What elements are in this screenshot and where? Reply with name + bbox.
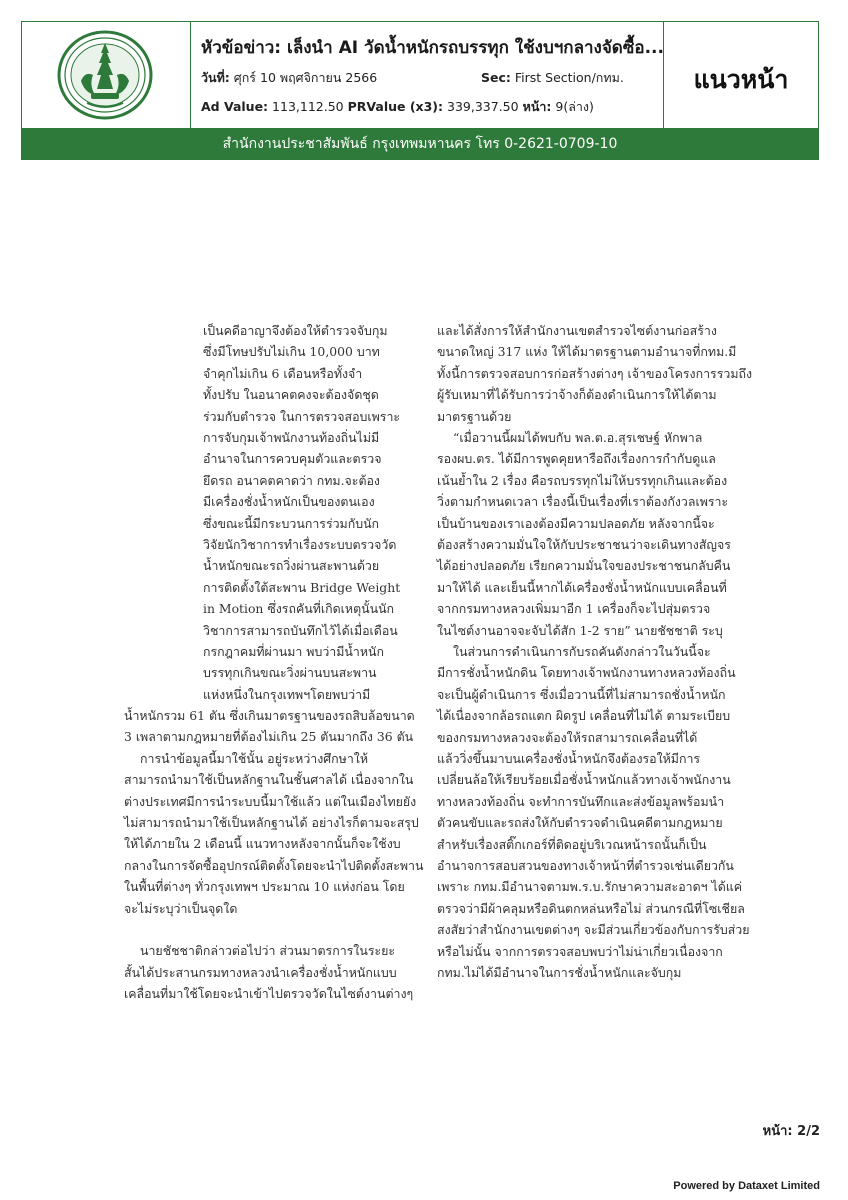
info-cell [191, 22, 664, 129]
publication-title: แนวหน้า [693, 65, 789, 94]
section-label: Sec: [481, 70, 511, 85]
headline-row [201, 34, 664, 61]
pr-value-label: PRValue (x3): [347, 99, 444, 114]
article-line: “เมื่อวานนี้ผมได้พบกับ พล.ต.อ.สุรเชษฐ์ หักพาล [453, 430, 703, 445]
page-value: 9(ล่าง) [555, 99, 594, 114]
headline-text: เล็งนำ AI วัดน้ำหนักรถบรรทุก ใช้งบฯกลางจัดซื้อ... [287, 38, 664, 58]
article-line: ผู้รับเหมาที่ได้รับการว่าจ้างก็ต้องดำเนินการให้ได้ตาม [437, 387, 717, 403]
article-line: ร่วมกับตำรวจ ในการตรวจสอบเพราะ [203, 408, 401, 424]
article-line: ต้องสร้างความมั่นใจให้กับประชาชนว่าจะเดินทางสัญจร [437, 537, 731, 552]
article-line: แห่งหนึ่งในกรุงเทพฯโดยพบว่ามี [203, 686, 371, 702]
article-line: ในพื้นที่ต่างๆ ทั่วกรุงเทพฯ ประมาณ 10 แห่งก่อน โดย [124, 879, 405, 895]
article-line: การติดตั้งใต้สะพาน Bridge Weight [203, 579, 401, 595]
article-line: น้ำหนักขณะรถวิ่งผ่านสะพานด้วย [203, 558, 380, 574]
section-value: First Section/กทม. [514, 70, 624, 85]
article-line: วิชาการสามารถบันทึกไว้ได้เมื่อเดือน [203, 622, 398, 638]
article-line: มาให้ได้ และเย็นนี้หากได้เครื่องชั่งน้ำหนักแบบเคลื่อนที่ [437, 579, 727, 595]
article-line: เพราะ กทม.มีอำนาจตามพ.ร.บ.รักษาความสะอาดฯ ได้แค่ [437, 879, 743, 895]
article-line: ให้ได้ภายใน 2 เดือนนี้ แนวทางหลังจากนั้นก็จะใช้งบ [124, 836, 401, 852]
article-line: ทั้งนี้การตรวจสอบการก่อสร้างต่างๆ เจ้าของโครงการรวมถึง [437, 365, 753, 381]
article-line: ยึดรถ อนาคตคาดว่า กทม.จะต้อง [203, 472, 380, 488]
article-line: สำหรับเรื่องสติ๊กเกอร์ที่ติดอยู่บริเวณหน้ารถนั้นก็เป็น [437, 836, 707, 852]
article-line: ตัวคนขับและรถส่งให้กับตำรวจดำเนินคดีตามกฎหมาย [437, 815, 723, 831]
article-line: บรรทุกเกินขณะวิ่งผ่านบนสะพาน [203, 665, 377, 681]
article-line: กรกฎาคมที่ผ่านมา พบว่ามีน้ำหนัก [203, 644, 384, 659]
article-line: น้ำหนักรวม 61 ตัน ซึ่งเกินมาตรฐานของรถสิบล้อขนาด [124, 708, 415, 723]
article-line: ขนาดใหญ่ 317 แห่ง ให้ได้มาตรฐานตามอำนาจที่กทม.มี [437, 344, 737, 360]
powered-by: Powered by Dataxet Limited [673, 1180, 820, 1192]
article-line: และได้สั่งการให้สำนักงานเขตสำรวจไซต์งานก่อสร้าง [437, 323, 717, 338]
article-line: ทางหลวงท้องถิ่น จะทำการบันทึกและส่งข้อมูลพร้อมนำ [437, 793, 725, 809]
article-line: มาตรฐานด้วย [437, 408, 512, 424]
article-line: จะเป็นผู้ดำเนินการ ซึ่งเมื่อวานนี้ที่ไม่สามารถชั่งน้ำหนัก [437, 686, 726, 702]
article-line: รองผบ.ตร. ได้มีการพูดคุยหารือถึงเรื่องการกำกับดูแล [437, 451, 716, 467]
article-line: เป็นคดีอาญาจึงต้องให้ตำรวจจับกุม [203, 323, 388, 338]
article-line: ในไซต์งานอาจจะจับได้สัก 1-2 ราย” นายชัชชาติ ระบุ [437, 622, 723, 638]
article-line: แล้ววิ่งขึ้นมาบนเครื่องชั่งน้ำหนักจึงต้องรอให้มีการ [437, 751, 701, 766]
article-line: อำนาจในการควบคุมตัวและตรวจ [203, 451, 382, 467]
article-line: in Motion ซึ่งรถคันที่เกิดเหตุนั้นนัก [203, 601, 395, 617]
article-line: ได้เนื่องจากล้อรถแตก ผิดรูป เคลื่อนที่ไม่ได้ ตามระเบียบ [437, 708, 731, 724]
publication-cell [664, 22, 818, 129]
date-row [201, 68, 377, 88]
article-line: กทม.ไม่ได้มีอำนาจในการชั่งน้ำหนักและจับกุม [437, 965, 682, 980]
article-line: การจับกุมเจ้าพนักงานท้องถิ่นไม่มี [203, 430, 380, 445]
article-line: สงสัยว่าสำนักงานเขตต่างๆ จะมีส่วนเกี่ยวข้องกับการรับส่วย [437, 922, 750, 938]
section-row [481, 68, 624, 88]
clipping-header [21, 21, 819, 131]
article-line: กลางในการจัดซื้ออุปกรณ์ติดตั้งโดยจะนำไปติดตั้งสะพาน [124, 857, 424, 873]
article-line: ตรวจว่ามีผ้าคลุมหรือดินตกหล่นหรือไม่ ส่วนกรณีที่โซเชียล [437, 900, 745, 916]
article-line: วิ่งตามกำหนดเวลา เรื่องนี้เป็นเรื่องที่เราต้องกังวลเพราะ [437, 494, 729, 510]
article-line: จำคุกไม่เกิน 6 เดือนหรือทั้งจำ [203, 365, 363, 381]
article-line: ซึ่งขณะนี้มีกระบวนการร่วมกับนัก [203, 515, 380, 531]
article-line: จากกรมทางหลวงเพิ่มมาอีก 1 เครื่องก็จะไปสุ่มตรวจ [437, 601, 711, 617]
office-bar: สำนักงานประชาสัมพันธ์ กรุงเทพมหานคร โทร 0-2621-0709-10 [21, 128, 819, 160]
article-line: เน้นย้ำใน 2 เรื่อง คือรถบรรทุกไม่ให้บรรทุกเกินและต้อง [437, 472, 728, 488]
headline-label: หัวข้อข่าว: [201, 38, 282, 58]
article-line: จะไม่ระบุว่าเป็นจุดใด [124, 900, 238, 916]
article-line: ของกรมทางหลวงจะต้องให้รถสามารถเคลื่อนที่ได้ [437, 729, 698, 745]
article-line: ต่างประเทศมีการนำระบบนี้มาใช้แล้ว แต่ในเมืองไทยยัง [124, 793, 417, 809]
article-line: มีเครื่องชั่งน้ำหนักเป็นของตนเอง [203, 494, 375, 510]
value-row [201, 97, 594, 117]
article-line: ทั้งปรับ ในอนาคตคงจะต้องจัดชุด [203, 387, 379, 403]
article-line: นายชัชชาติกล่าวต่อไปว่า ส่วนมาตรการในระยะ [140, 943, 396, 959]
article-line: หรือไม่นั้น จากการตรวจสอบพบว่าไม่น่าเกี่ยวเนื่องจาก [437, 943, 723, 959]
article-line: การนำข้อมูลนี้มาใช้นั้น อยู่ระหว่างศึกษาให้ [140, 750, 369, 766]
date-value: ศุกร์ 10 พฤศจิกายน 2566 [233, 70, 378, 85]
article-line: ในส่วนการดำเนินการกับรถคันดังกล่าวในวันนี้จะ [453, 644, 711, 659]
date-label: วันที่: [201, 70, 230, 85]
ad-value: 113,112.50 [272, 99, 344, 114]
ad-value-label: Ad Value: [201, 99, 269, 114]
article-line: ซึ่งมีโทษปรับไม่เกิน 10,000 บาท [203, 344, 380, 360]
page-number: หน้า: 2/2 [762, 1124, 820, 1139]
article-line: ได้อย่างปลอดภัย เรียกความมั่นใจของประชาชนกลับคืน [437, 558, 731, 574]
logo-cell [22, 22, 191, 129]
article-line: 3 เพลาตามกฎหมายที่ต้องไม่เกิน 25 ตันมากถึง 36 ตัน [124, 729, 414, 745]
pr-value: 339,337.50 [447, 99, 519, 114]
bangkok-seal-logo [55, 29, 155, 121]
article-line: สามารถนำมาใช้เป็นหลักฐานในชั้นศาลได้ เนื่องจากใน [124, 772, 414, 788]
article-line: สั้นได้ประสานกรมทางหลวงนำเครื่องชั่งน้ำหนักแบบ [124, 964, 397, 980]
article-line: วิจัยนักวิชาการทำเรื่องระบบตรวจวัด [203, 537, 397, 552]
article-line: ไม่สามารถนำมาใช้เป็นหลักฐานได้ อย่างไรก็ตามจะสรุป [124, 815, 419, 830]
article-line: อำนาจการสอบสวนของทางเจ้าหน้าที่ตำรวจเช่นเดียวกัน [437, 858, 734, 873]
article-line: มีการชั่งน้ำหนักดิน โดยทางเจ้าพนักงานทางหลวงท้องถิ่น [437, 665, 736, 681]
page-label: หน้า: [522, 99, 552, 114]
article-line: เคลื่อนที่มาใช้โดยจะนำเข้าไปตรวจวัดในไซต์งานต่างๆ [124, 986, 414, 1002]
article-line: เปลี่ยนล้อให้เรียบร้อยเมื่อชั่งน้ำหนักแล้วทางเจ้าพนักงาน [437, 772, 731, 788]
article-line: เป็นบ้านของเราเองต้องมีความปลอดภัย หลังจากนี้จะ [437, 515, 715, 531]
